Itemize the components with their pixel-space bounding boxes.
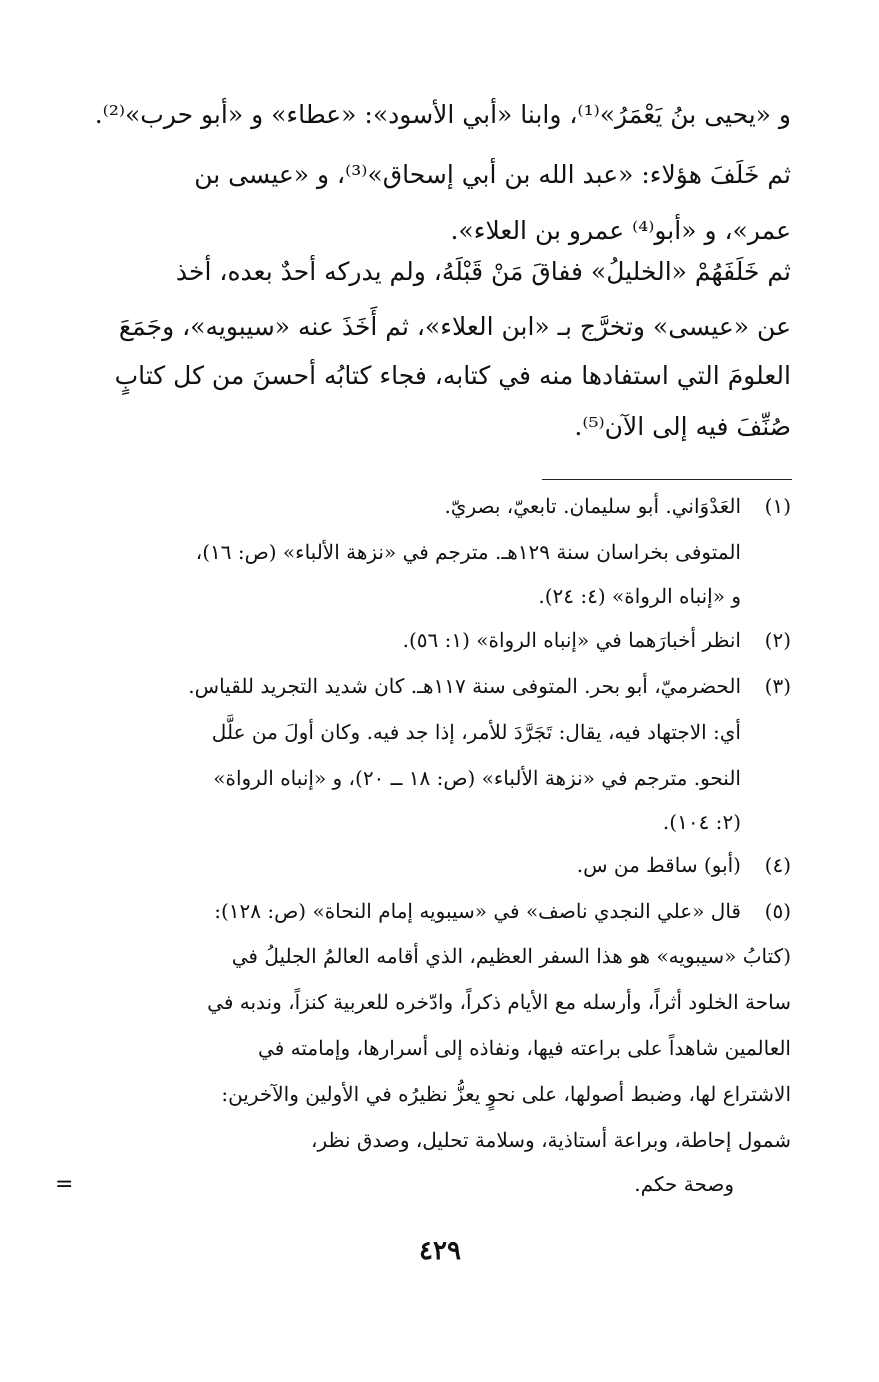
- quote-line: وصحة حكم.: [634, 1172, 734, 1196]
- footnote-divider: [542, 479, 792, 480]
- main-text-line: صُنِّفَ فيه إلى الآن⁽⁵⁾.: [574, 412, 791, 441]
- quote-line: الاشتراع لها، وضبط أصولها، على نحوٍ يعزُّ نظيرُه في الأولين والآخرين:: [221, 1082, 791, 1106]
- footnote-line: العَدْوَاني. أبو سليمان. تابعيّ، بصريّ.: [444, 494, 741, 518]
- footnote-line: المتوفى بخراسان سنة ١٢٩هـ. مترجم في «نزهة الألباء» (ص: ١٦)،: [195, 540, 741, 564]
- main-text-line: العلومَ التي استفادها منه في كتابه، فجاء كتابُه أحسنَ من كل كتابٍ: [114, 361, 791, 390]
- continuation-mark: =: [55, 1172, 74, 1197]
- quote-line: ساحة الخلود أثراً، وأرسله مع الأيام ذكراً، وادّخره للعربية كنزاً، وندبه في: [207, 990, 791, 1014]
- footnote-line: أي: الاجتهاد فيه، يقال: تَجَرَّدَ للأمر، إذا جد فيه. وكان أولَ من علَّل: [211, 720, 741, 744]
- footnote-line: و «إنباه الرواة» (٤: ٢٤).: [538, 584, 741, 608]
- footnote-number: (٢): [764, 628, 791, 652]
- quote-line: (كتابُ «سيبويه» هو هذا السفر العظيم، الذي أقامه العالمُ الجليلُ في: [231, 944, 791, 968]
- main-text-line: ثم خَلَفَ هؤلاء: «عبد الله بن أبي إسحاق»⁽³⁾، و «عيسى بن: [194, 160, 791, 189]
- footnote-line: انظر أخبارَهما في «إنباه الرواة» (١: ٥٦).: [402, 628, 741, 652]
- footnote-line: قال «علي النجدي ناصف» في «سيبويه إمام النحاة» (ص: ١٢٨):: [214, 899, 741, 923]
- footnote-line: النحو. مترجم في «نزهة الألباء» (ص: ١٨ ــ ٢٠)، و «إنباه الرواة»: [213, 766, 741, 790]
- page-number: ٤٢٩: [419, 1236, 461, 1266]
- footnote-number: (١): [764, 494, 791, 518]
- main-text-line: عمر»، و «أبو⁽⁴⁾ عمرو بن العلاء».: [450, 216, 791, 245]
- footnote-line: (٢: ١٠٤).: [662, 810, 741, 834]
- footnote-number: (٥): [764, 899, 791, 923]
- quote-line: العالمين شاهداً على براعته فيها، ونفاذه إلى أسرارها، وإمامته في: [258, 1036, 791, 1060]
- main-text-line: ثم خَلَفَهُمْ «الخليلُ» ففاقَ مَنْ قَبْلَهُ، ولم يدركه أحدٌ بعده، أخذ: [175, 257, 791, 286]
- footnote-line: (أبو) ساقط من س.: [576, 853, 741, 877]
- footnote-number: (٤): [764, 853, 791, 877]
- footnote-line: الحضرميّ، أبو بحر. المتوفى سنة ١١٧هـ. كان شديد التجريد للقياس.: [188, 674, 741, 698]
- quote-line: شمول إحاطة، وبراعة أستاذية، وسلامة تحليل، وصدق نظر،: [311, 1128, 791, 1152]
- main-text-line: و «يحيى بنُ يَعْمَرُ»⁽¹⁾، وابنا «أبي الأسود»: «عطاء» و «أبو حرب»⁽²⁾.: [94, 100, 791, 129]
- main-text-line: عن «عيسى» وتخرَّج بـ «ابن العلاء»، ثم أَخَذَ عنه «سيبويه»، وجَمَعَ: [118, 312, 791, 341]
- footnote-number: (٣): [764, 674, 791, 698]
